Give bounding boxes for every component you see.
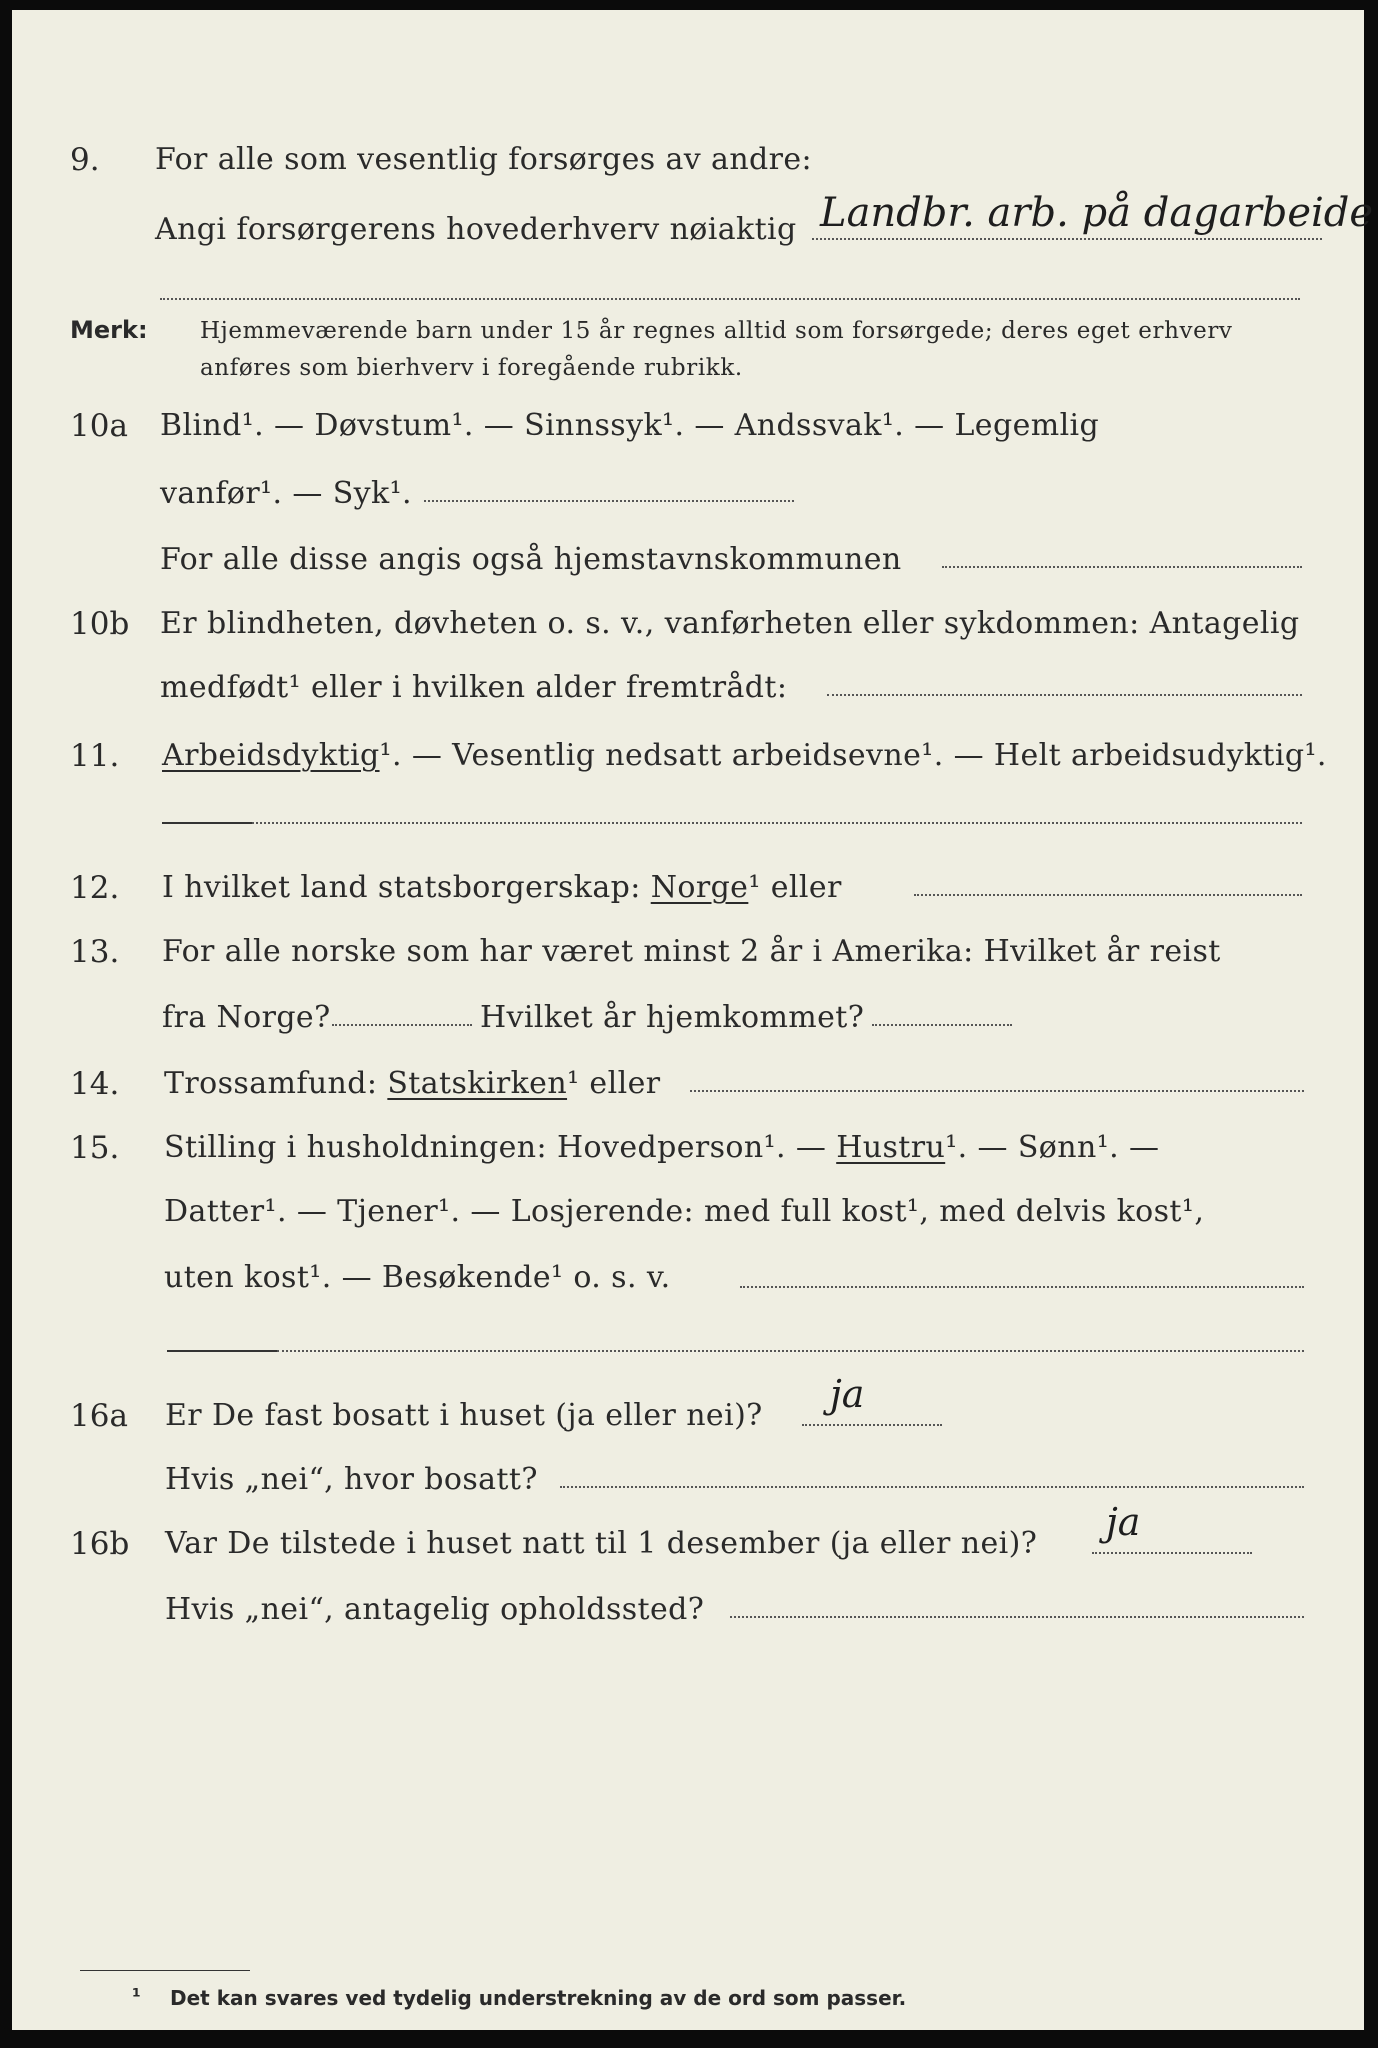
q10a-line1: Blind¹. — Døvstum¹. — Sinnssyk¹. — Andssvak¹. — Legemlig [160, 408, 1100, 443]
q14-number: 14. [70, 1066, 120, 1102]
q13-line1: For alle norske som har været minst 2 år i Amerika: Hvilket år reist [162, 934, 1221, 969]
q16a-line2: Hvis „nei“, hvor bosatt? [165, 1462, 538, 1497]
q15-extra-line [277, 1350, 1304, 1352]
q13-line2b: Hvilket år hjemkommet? [480, 1000, 865, 1035]
q12-answer-line [914, 894, 1302, 896]
q16b-line2: Hvis „nei“, antagelig opholdssted? [165, 1592, 705, 1627]
q13-number: 13. [70, 934, 120, 970]
q10b-line2: medfødt¹ eller i hvilken alder fremtrådt: [160, 670, 788, 705]
q15-line1-pre: Stilling i husholdningen: Hovedperson¹. — [164, 1130, 827, 1165]
q14-option-statskirken: Statskirken [387, 1066, 568, 1101]
q10a-line2: vanfør¹. — Syk¹. [160, 476, 412, 511]
merk-label: Merk: [70, 316, 148, 344]
q14-pre: Trossamfund: [164, 1066, 378, 1101]
q10a-number: 10a [70, 408, 128, 444]
q9-line2: Angi forsørgerens hovederhverv nøiaktig [155, 212, 797, 247]
q9-answer-line [812, 238, 1322, 240]
q16b-line1: Var De tilstede i huset natt til 1 desember (ja eller nei)? [165, 1526, 1038, 1561]
q13-reist-line [332, 1024, 472, 1026]
q16b-number: 16b [70, 1526, 130, 1562]
q15-line1-post: ¹. — Sønn¹. — [945, 1130, 1160, 1165]
q11-rest: ¹. — Vesentlig nedsatt arbeidsevne¹. — Helt arbeidsudyktig¹. [379, 738, 1327, 773]
q14-answer-line [690, 1090, 1304, 1092]
q10a-kommune-line [942, 566, 1302, 568]
q12-number: 12. [70, 870, 120, 906]
footnote-text: Det kan svares ved tydelig understrekning av de ord som passer. [170, 1986, 907, 2010]
q9-extra-line [160, 298, 1300, 300]
q10b-number: 10b [70, 606, 130, 642]
q11-option-arbeidsdyktig: Arbeidsdyktig [162, 738, 380, 773]
footnote-rule [80, 1970, 250, 1971]
q10a-line3: For alle disse angis også hjemstavnskommunen [160, 542, 902, 577]
q11-line [162, 738, 1327, 773]
q15-line1 [164, 1130, 1159, 1165]
q15-answer-line [740, 1286, 1304, 1288]
q10b-line1: Er blindheten, døvheten o. s. v., vanførheten eller sykdommen: Antagelig [160, 606, 1300, 641]
q14-post: ¹ eller [567, 1066, 661, 1101]
q13-line2a: fra Norge? [162, 1000, 331, 1035]
q16a-bosatt-line [560, 1486, 1304, 1488]
census-form-page [12, 10, 1374, 2030]
footnote-marker: ¹ [132, 1984, 141, 2008]
q15-number: 15. [70, 1130, 120, 1166]
merk-line2: anføres som bierhverv i foregående rubrikk. [200, 355, 743, 381]
q10b-answer-line [827, 694, 1302, 696]
q12-pre: I hvilket land statsborgerskap: [162, 870, 641, 905]
q16b-answer-line [1092, 1552, 1252, 1554]
q11-answer-line [252, 822, 1302, 824]
q16b-handwritten-answer: ja [1106, 1500, 1141, 1544]
q9-line1: For alle som vesentlig forsørges av andre: [155, 142, 813, 177]
q15-line2: Datter¹. — Tjener¹. — Losjerende: med full kost¹, med delvis kost¹, [164, 1194, 1205, 1229]
q15-line3: uten kost¹. — Besøkende¹ o. s. v. [164, 1260, 671, 1295]
q15-answer-stroke [167, 1350, 277, 1352]
q11-answer-stroke [162, 822, 252, 824]
q12-line [162, 870, 842, 905]
q11-number: 11. [70, 738, 120, 774]
q16a-handwritten-answer: ja [830, 1372, 865, 1416]
q16a-answer-line [802, 1424, 942, 1426]
q14-line [164, 1066, 660, 1101]
q13-hjemkommet-line [872, 1024, 1012, 1026]
q16a-number: 16a [70, 1398, 128, 1434]
merk-line1: Hjemmeværende barn under 15 år regnes alltid som forsørgede; deres eget erhverv [200, 318, 1233, 344]
q16b-opholdssted-line [730, 1616, 1304, 1618]
q10a-syk-line [424, 500, 794, 502]
q9-number: 9. [70, 142, 100, 178]
q12-option-norge: Norge [650, 870, 749, 905]
q15-option-hustru: Hustru [836, 1130, 946, 1165]
q12-post: ¹ eller [748, 870, 842, 905]
q16a-line1: Er De fast bosatt i huset (ja eller nei)? [165, 1398, 763, 1433]
q9-handwritten-answer: Landbr. arb. på dagarbeide [820, 190, 1374, 236]
